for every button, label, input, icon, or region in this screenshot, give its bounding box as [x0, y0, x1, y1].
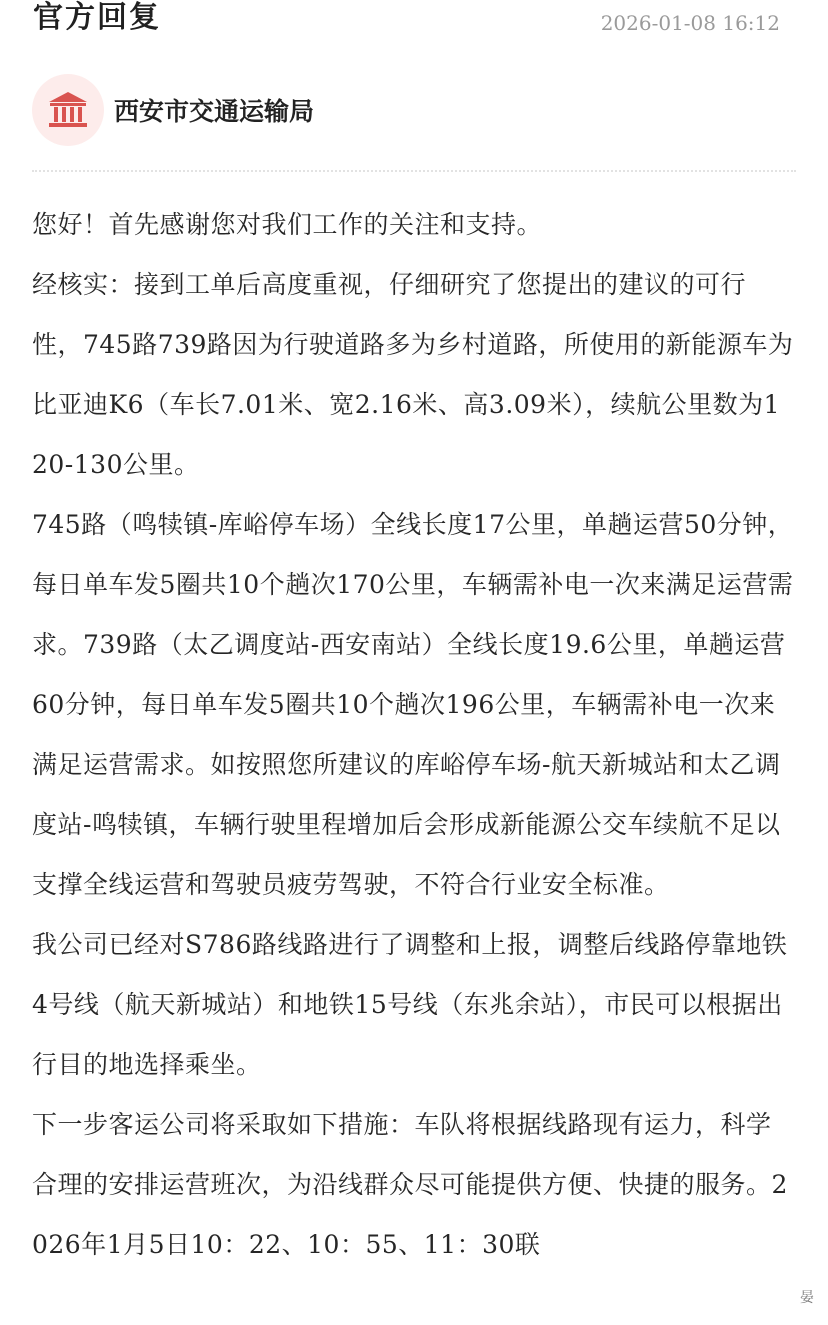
- avatar: [32, 74, 104, 146]
- corner-badge: 晏: [800, 1290, 814, 1306]
- reply-timestamp: 2026-01-08 16:12: [600, 11, 780, 35]
- reply-paragraph: 745路（鸣犊镇-库峪停车场）全线长度17公里，单趟运营50分钟，每日单车发5圈共10个趟次170公里，车辆需补电一次来满足运营需求。739路（太乙调度站-西安南站）全线长度19.6公里，单趟运营60分钟，每日单车发5圈共10个趟次196公里，车辆需补电一次来满足运营需求。如按照您所建议的库峪停车场-航天新城站和太乙调度站-鸣犊镇，车辆行驶里程增加后会形成新能源公交车续航不足以支撑全线运营和驾驶员疲劳驾驶，不符合行业安全标准。: [32, 510, 794, 899]
- org-info[interactable]: [32, 74, 314, 146]
- org-name[interactable]: 西安市交通运输局: [114, 97, 315, 126]
- header: [0, 0, 828, 44]
- bank-building-icon: [47, 91, 89, 129]
- reply-content: [32, 195, 796, 1325]
- divider: [32, 170, 796, 172]
- reply-paragraph: 下一步客运公司将采取如下措施：车队将根据线路现有运力，科学合理的安排运营班次，为沿线群众尽可能提供方便、快捷的服务。2026年1月5日10：22、10：55、11：30联: [32, 1110, 788, 1259]
- reply-paragraph: 我公司已经对S786路线路进行了调整和上报，调整后线路停靠地铁4号线（航天新城站）和地铁15号线（东兆余站），市民可以根据出行目的地选择乘坐。: [32, 930, 788, 1079]
- reply-paragraph: 您好！首先感谢您对我们工作的关注和支持。: [32, 210, 543, 239]
- reply-paragraph: 经核实：接到工单后高度重视，仔细研究了您提出的建议的可行性，745路739路因为行驶道路多为乡村道路，所使用的新能源车为比亚迪K6（车长7.01米、宽2.16米、高3.09米），续航公里数为120-130公里。: [32, 270, 794, 479]
- page-title: 官方回复: [33, 0, 161, 35]
